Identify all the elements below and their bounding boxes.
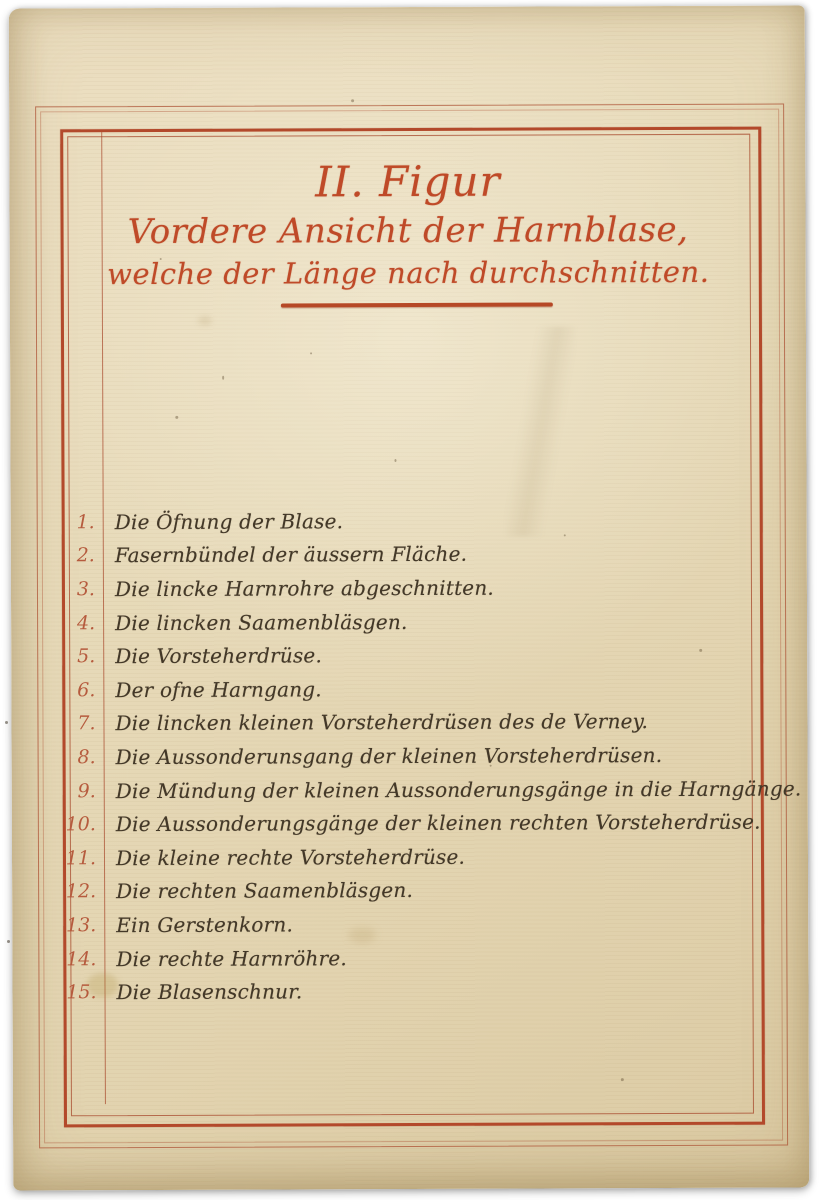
list-item-number: 13. [65, 914, 97, 937]
ink-speck [621, 1078, 624, 1081]
list-item-text: Die Aussonderungsgänge der kleinen rechten Vorsteherdrüse. [115, 809, 761, 837]
list-item-text: Ein Gerstenkorn. [116, 912, 294, 938]
list-item-number: 10. [65, 813, 96, 836]
list-item [62, 503, 757, 539]
list-item-number: 15. [66, 981, 97, 1004]
ink-speck [222, 376, 224, 380]
list-item [63, 939, 758, 975]
list-item-number: 6. [77, 678, 96, 702]
list-item-number: 2. [76, 544, 95, 567]
list-item-number: 11. [65, 846, 97, 870]
list-item-number: 7. [77, 712, 96, 735]
ink-speck [394, 459, 396, 462]
list-item-text: Die kleine rechte Vorsteherdrüse. [115, 844, 466, 870]
list-item [63, 805, 761, 841]
list-item-number: 5. [77, 645, 96, 668]
list-item-text: Die Vorsteherdrüse. [115, 643, 323, 669]
list-item [62, 671, 757, 707]
list-item [62, 570, 757, 606]
list-item [63, 738, 758, 774]
figure-title-line-2: welche der Länge nach durchschnitten. [107, 254, 710, 292]
list-item-text: Die lincke Harnrohre abgeschnitten. [114, 575, 495, 602]
ink-speck [351, 99, 354, 102]
list-item-number: 12. [65, 880, 97, 903]
title-underline-flourish [281, 302, 553, 307]
list-item [62, 536, 757, 572]
list-item [62, 704, 757, 740]
list-item-number: 3. [76, 578, 96, 601]
list-item-text: Die lincken kleinen Vorsteherdrüsen des de Verney. [115, 709, 649, 736]
background-speck [5, 721, 8, 724]
list-item-text: Die Aussonderunsgang der kleinen Vorsteherdrüsen. [115, 742, 663, 770]
list-item-number: 4. [76, 611, 96, 634]
list-item [63, 872, 758, 908]
list-item-text: Die Mündung der kleinen Aussonderungsgänge in die Harngänge. [115, 776, 802, 803]
list-item [63, 771, 802, 807]
list-item [63, 839, 758, 875]
list-item-number: 14. [66, 947, 97, 970]
list-item-number: 8. [77, 746, 96, 769]
list-item-number: 9. [77, 779, 96, 802]
figure-number-heading: II. Figur [315, 156, 501, 207]
list-item-text: Die lincken Saamenbläsgen. [115, 609, 408, 635]
background-speck [7, 940, 10, 943]
ink-speck [310, 352, 312, 354]
list-item [63, 973, 758, 1009]
list-item-text: Die Blasenschnur. [116, 979, 303, 1005]
figure-title-line-1: Vordere Ansicht der Harnblase, [127, 209, 689, 253]
ink-speck [175, 416, 178, 419]
list-item [63, 906, 758, 942]
list-item-text: Der ofne Harngang. [115, 677, 322, 702]
list-item-text: Die rechte Harnröhre. [116, 945, 348, 971]
paper-stain [198, 316, 212, 326]
list-item [62, 637, 757, 673]
list-item-text: Die rechten Saamenbläsgen. [116, 878, 414, 904]
manuscript-paper-sheet [9, 5, 810, 1190]
list-item-number: 1. [76, 511, 95, 534]
list-item-text: Fasernbündel der äussern Fläche. [114, 542, 468, 568]
list-item [62, 603, 757, 639]
anatomy-caption-list [62, 503, 802, 1010]
figure-title-block [60, 6, 755, 292]
list-item-text: Die Öfnung der Blase. [114, 509, 344, 534]
